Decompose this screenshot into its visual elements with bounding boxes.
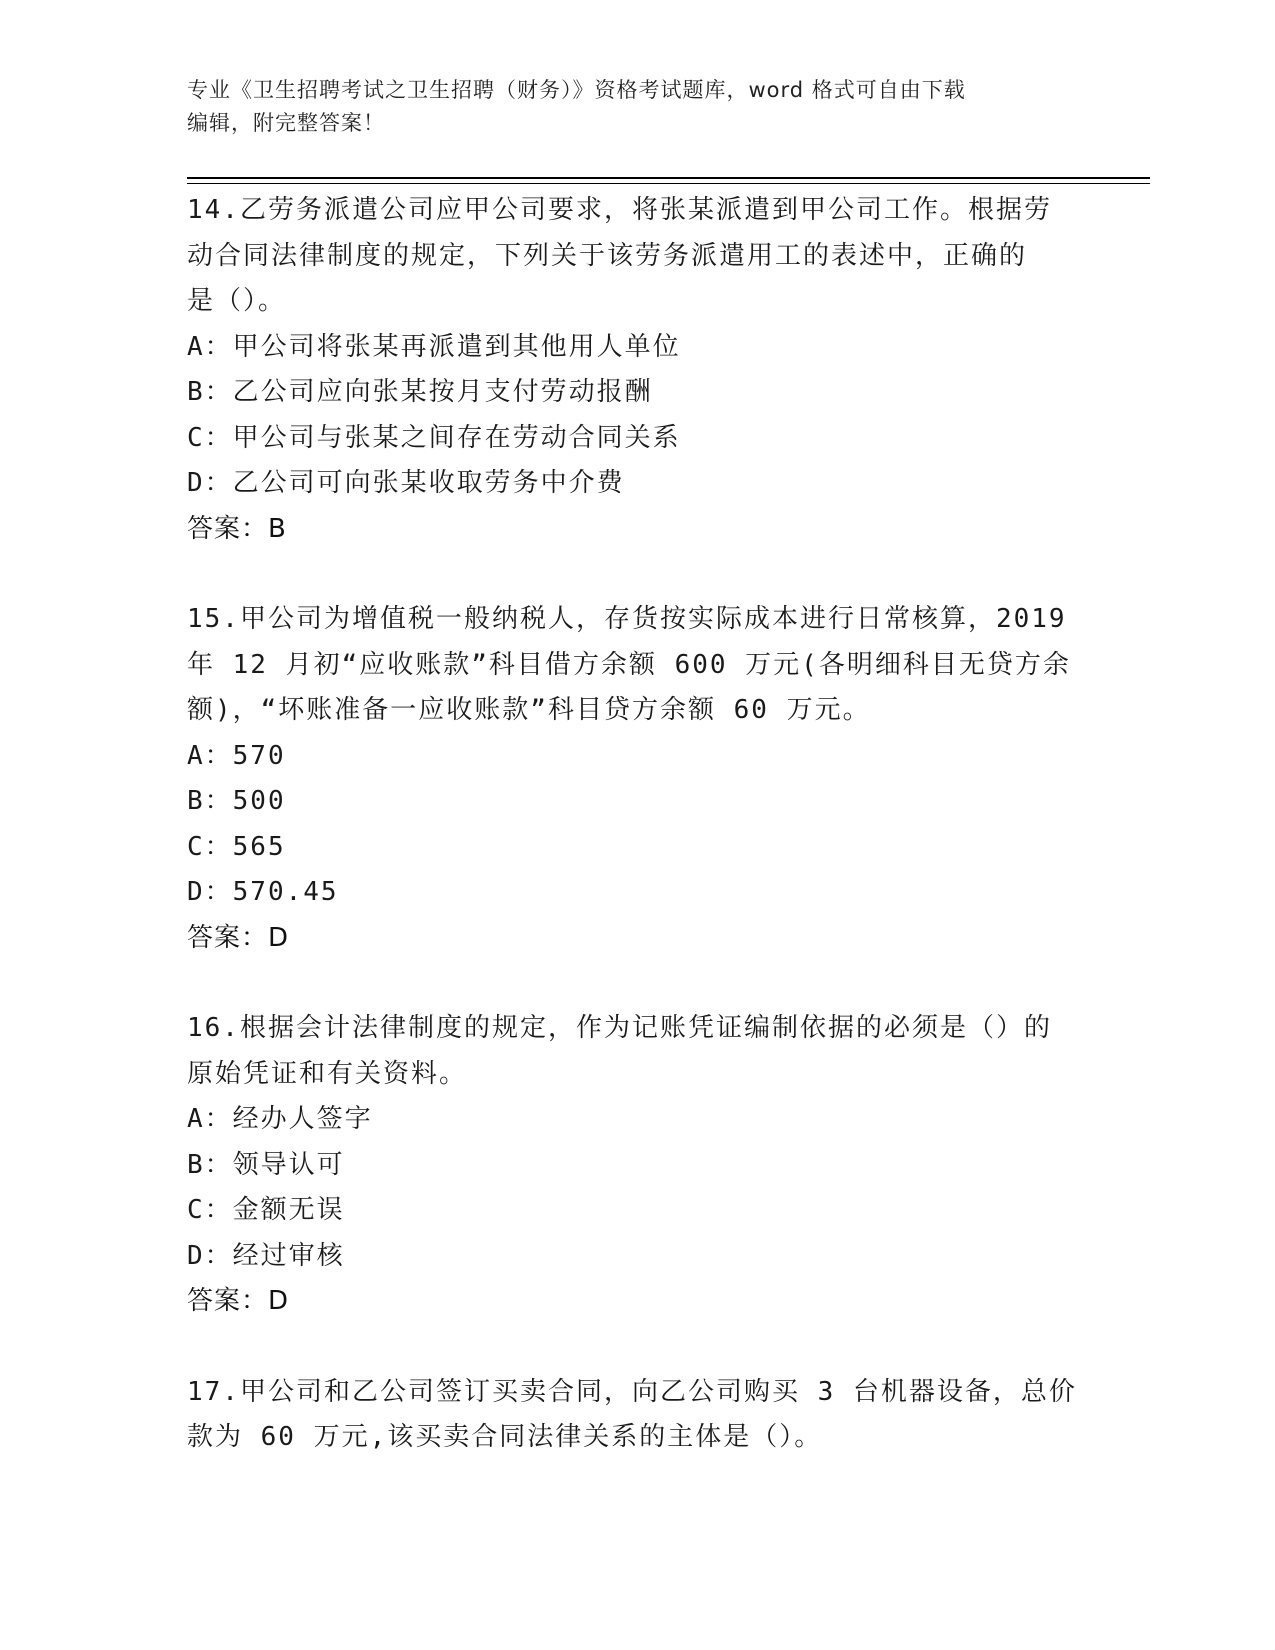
- option-d: D：经过审核: [187, 1240, 345, 1271]
- stem-line: 14.乙劳务派遣公司应甲公司要求，将张某派遣到甲公司工作。根据劳: [187, 195, 1052, 225]
- question-15: [187, 597, 1087, 961]
- stem-line: 额)，“坏账准备一应收账款”科目贷方余额 60 万元。: [187, 695, 871, 725]
- question-17: [187, 1370, 1087, 1461]
- answer-label: 答案：D: [187, 922, 290, 953]
- header-divider-thin: [187, 183, 1150, 184]
- question-list: [187, 188, 1087, 1461]
- header-line-2: 编辑，附完整答案！: [187, 111, 385, 135]
- option-a: A：甲公司将张某再派遣到其他用人单位: [187, 331, 681, 362]
- option-d: D：570.45: [187, 877, 339, 907]
- question-stem: [187, 1006, 1087, 1097]
- header-divider-thick: [187, 177, 1150, 179]
- question-16: [187, 1006, 1087, 1325]
- option-d: D：乙公司可向张某收取劳务中介费: [187, 468, 625, 498]
- document-header: [187, 74, 1067, 140]
- question-stem: [187, 188, 1087, 325]
- stem-line: 是（）。: [187, 286, 287, 316]
- stem-line: 款为 60 万元,该买卖合同法律关系的主体是（）。: [187, 1422, 823, 1452]
- option-b: B：领导认可: [187, 1149, 345, 1180]
- option-b: B：500: [187, 786, 286, 816]
- question-stem: [187, 1370, 1087, 1461]
- stem-line: 动合同法律制度的规定，下列关于该劳务派遣用工的表述中，正确的: [187, 240, 1028, 271]
- option-c: C：金额无误: [187, 1195, 345, 1225]
- question-spacer: [187, 961, 1087, 1006]
- answer-label: 答案：B: [187, 513, 287, 544]
- answer-label: 答案：D: [187, 1286, 290, 1316]
- stem-line: 17.甲公司和乙公司签订买卖合同，向乙公司购买 3 台机器设备，总价: [187, 1376, 1077, 1407]
- option-a: A：经办人签字: [187, 1104, 373, 1134]
- header-line-1: 专业《卫生招聘考试之卫生招聘（财务）》资格考试题库，word 格式可自由下载: [187, 78, 966, 102]
- stem-line: 原始凭证和有关资料。: [187, 1058, 468, 1089]
- option-c: C：甲公司与张某之间存在劳动合同关系: [187, 422, 681, 453]
- option-a: A：570: [187, 740, 286, 771]
- stem-line: 16.根据会计法律制度的规定，作为记账凭证编制依据的必须是（）的: [187, 1013, 1052, 1043]
- question-14: [187, 188, 1087, 552]
- option-c: C：565: [187, 831, 286, 862]
- question-spacer: [187, 552, 1087, 597]
- question-stem: [187, 597, 1087, 734]
- question-spacer: [187, 1325, 1087, 1370]
- stem-line: 年 12 月初“应收账款”科目借方余额 600 万元(各明细科目无贷方余: [187, 649, 1071, 680]
- option-b: B：乙公司应向张某按月支付劳动报酬: [187, 377, 653, 407]
- stem-line: 15.甲公司为增值税一般纳税人，存货按实际成本进行日常核算，2019: [187, 604, 1067, 634]
